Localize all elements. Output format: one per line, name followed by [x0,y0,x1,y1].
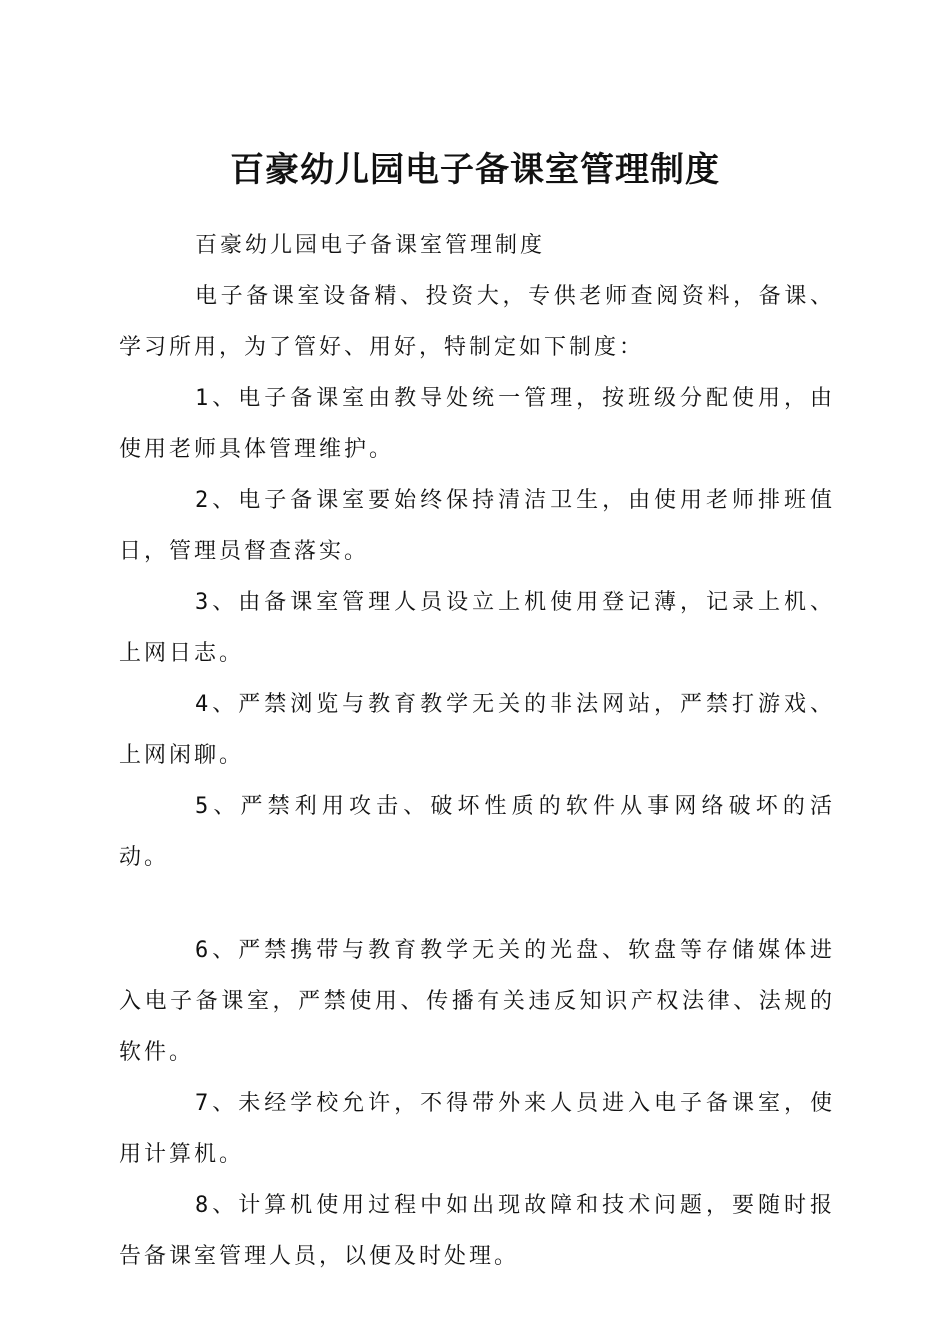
rule-item-7: 7、未经学校允许，不得带外来人员进入电子备课室，使用计算机。 [119,1091,835,1167]
rule-item-6: 6、严禁携带与教育教学无关的光盘、软盘等存储媒体进入电子备课室，严禁使用、传播有关违反知识产权法律、法规的软件。 [119,938,835,1065]
document-title: 百豪幼儿园电子备课室管理制度 [230,150,720,190]
paragraph-subtitle: 百豪幼儿园电子备课室管理制度 [195,233,546,258]
rule-item-3: 3、由备课室管理人员设立上机使用登记薄，记录上机、上网日志。 [119,590,835,666]
rule-item-1: 1、电子备课室由教导处统一管理，按班级分配使用，由使用老师具体管理维护。 [119,386,835,462]
paragraph-spacer [119,883,835,925]
rule-item-2: 2、电子备课室要始终保持清洁卫生，由使用老师排班值日，管理员督查落实。 [119,488,835,564]
document-body [119,220,835,1282]
rule-item-8: 8、计算机使用过程中如出现故障和技术问题，要随时报告备课室管理人员，以便及时处理。 [119,1193,835,1269]
rule-item-4: 4、严禁浏览与教育教学无关的非法网站，严禁打游戏、上网闲聊。 [119,692,835,768]
paragraph-intro: 电子备课室设备精、投资大，专供老师查阅资料，备课、学习所用，为了管好、用好，特制定如下制度： [119,284,835,360]
rule-item-5: 5、严禁利用攻击、破坏性质的软件从事网络破坏的活动。 [119,794,835,870]
